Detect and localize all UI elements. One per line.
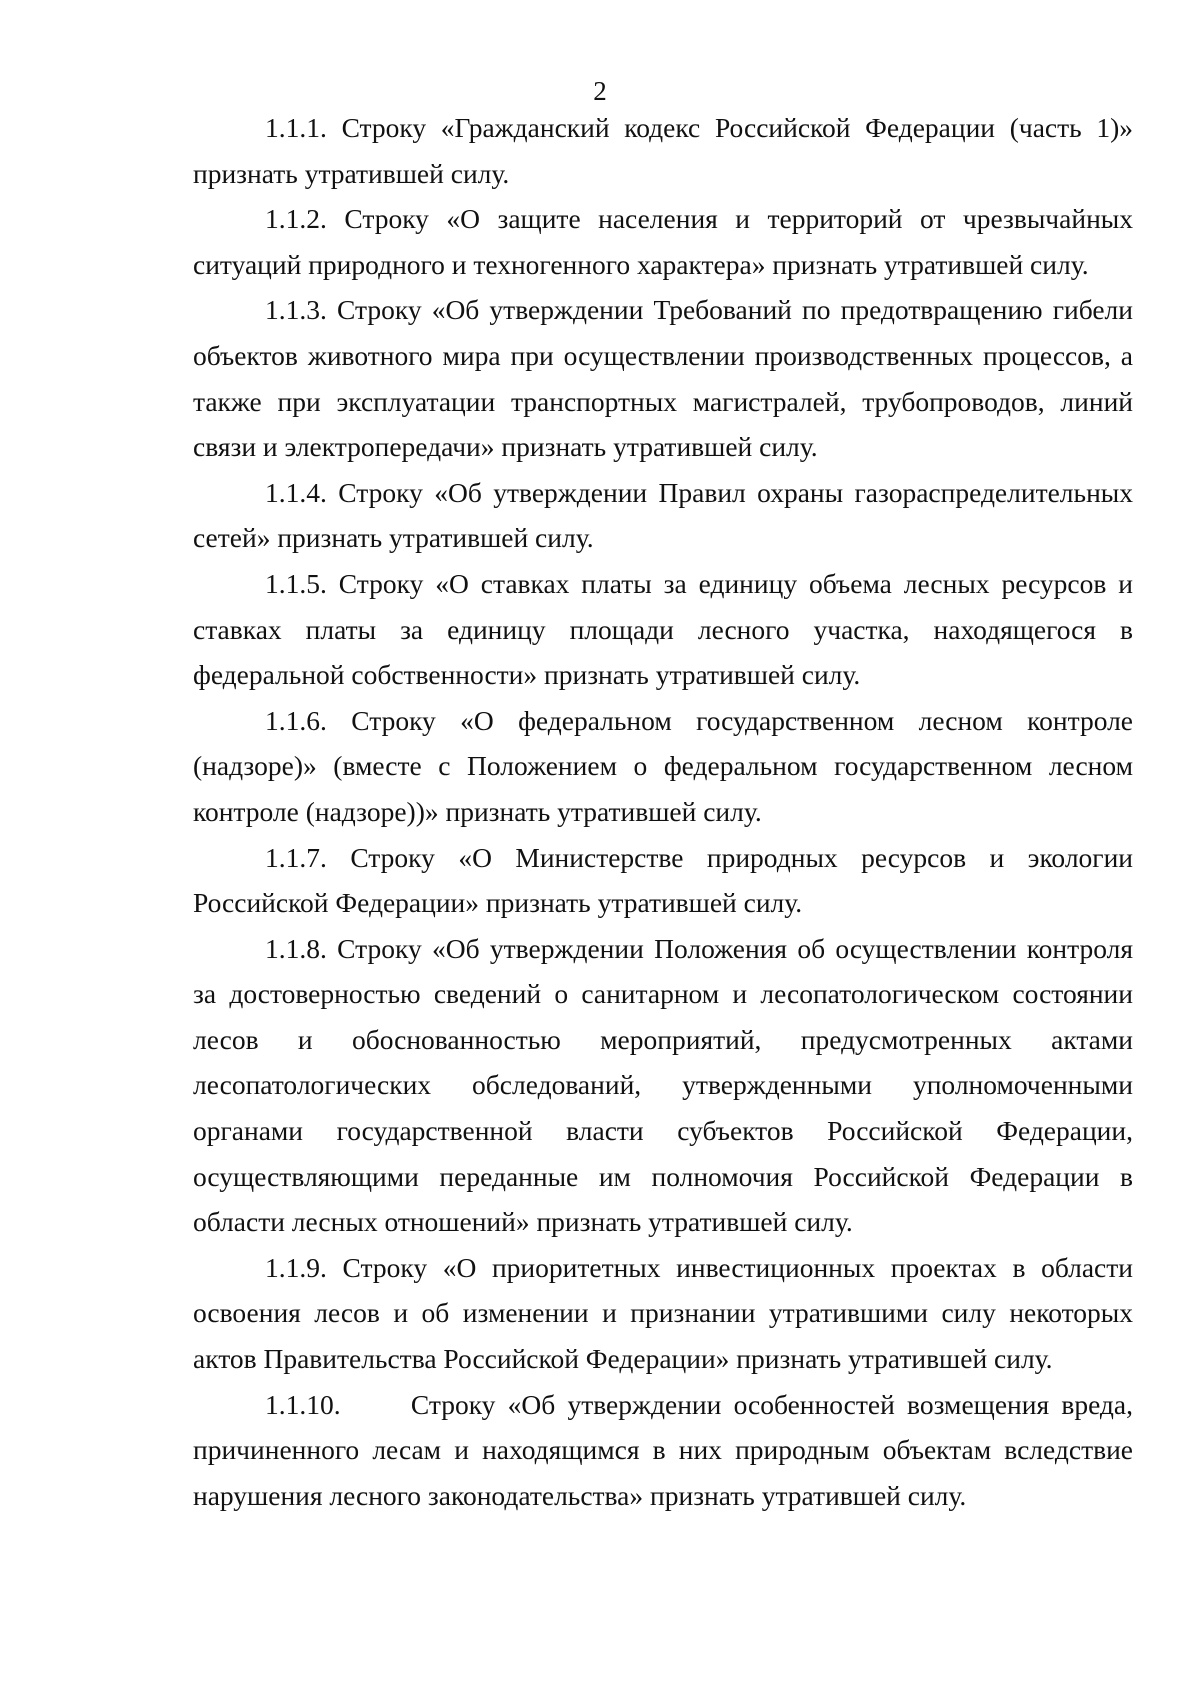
paragraph-text: Строку «Об утверждении Требований по предотвращению гибели объектов животного мира при осуществлении производственных процессов, а также при эксплуатации транспортных магистралей, трубопроводов, линий связи и электропередачи» признать утратившей силу. [193,294,1134,463]
paragraph-1-1-1 [193,105,1133,196]
paragraph-1-1-4 [193,470,1133,561]
paragraph-1-1-3 [193,287,1133,469]
paragraph-number: 1.1.4. [265,476,327,508]
paragraph-1-1-6 [193,698,1133,835]
paragraph-number: 1.1.6. [265,704,327,736]
paragraph-text: Строку «Об утверждении особенностей возмещения вреда, причиненного лесам и находящимся в них природным объектам вследствие нарушения лесного законодательства» признать утратившей силу. [193,1388,1134,1511]
document-body [193,105,1133,1518]
paragraph-1-1-8 [193,926,1133,1245]
paragraph-1-1-2 [193,196,1133,287]
paragraph-text: Строку «О федеральном государственном лесном контроле (надзоре)» (вместе с Положением о федеральном государственном лесном контроле (надзоре))» признать утратившей силу. [193,704,1134,827]
paragraph-number: 1.1.10. [265,1388,341,1420]
paragraph-1-1-10 [193,1382,1133,1519]
paragraph-number: 1.1.2. [265,203,327,235]
paragraph-number: 1.1.7. [265,841,327,873]
paragraph-number: 1.1.9. [265,1251,327,1283]
paragraph-number: 1.1.3. [265,294,327,326]
paragraph-text: Строку «О приоритетных инвестиционных проектах в области освоения лесов и об изменении и признании утратившими силу некоторых актов Правительства Российской Федерации» признать утратившей силу. [193,1251,1133,1375]
paragraph-text: Строку «Об утверждении Положения об осуществлении контроля за достоверностью сведений о санитарном и лесопатологическом состоянии лесов и обоснованностью мероприятий, предусмотренных актами лесопатологических обследований, утвержденными уполномоченными органами государственной власти субъектов Российской Федерации, осуществляющими переданные им полномочия Российской Федерации в области лесных отношений» признать утратившей силу. [193,932,1133,1238]
page-number: 2 [593,76,607,106]
paragraph-text: Строку «Об утверждении Правил охраны газораспределительных сетей» признать утратившей силу. [193,476,1134,554]
paragraph-number: 1.1.5. [265,567,327,599]
paragraph-1-1-9 [193,1245,1133,1382]
paragraph-text: Строку «О ставках платы за единицу объема лесных ресурсов и ставках платы за единицу площади лесного участка, находящегося в федеральной собственности» признать утратившей силу. [193,567,1133,691]
paragraph-1-1-5 [193,561,1133,698]
paragraph-text: Строку «О защите населения и территорий от чрезвычайных ситуаций природного и техногенного характера» признать утратившей силу. [193,203,1134,280]
paragraph-text: Строку «Гражданский кодекс Российской Федерации (часть 1)» признать утратившей силу. [193,112,1134,189]
paragraph-text: Строку «О Министерстве природных ресурсов и экологии Российской Федерации» признать утратившей силу. [193,841,1134,919]
paragraph-1-1-7 [193,835,1133,926]
paragraph-number: 1.1.8. [265,932,327,964]
paragraph-number: 1.1.1. [265,112,327,143]
